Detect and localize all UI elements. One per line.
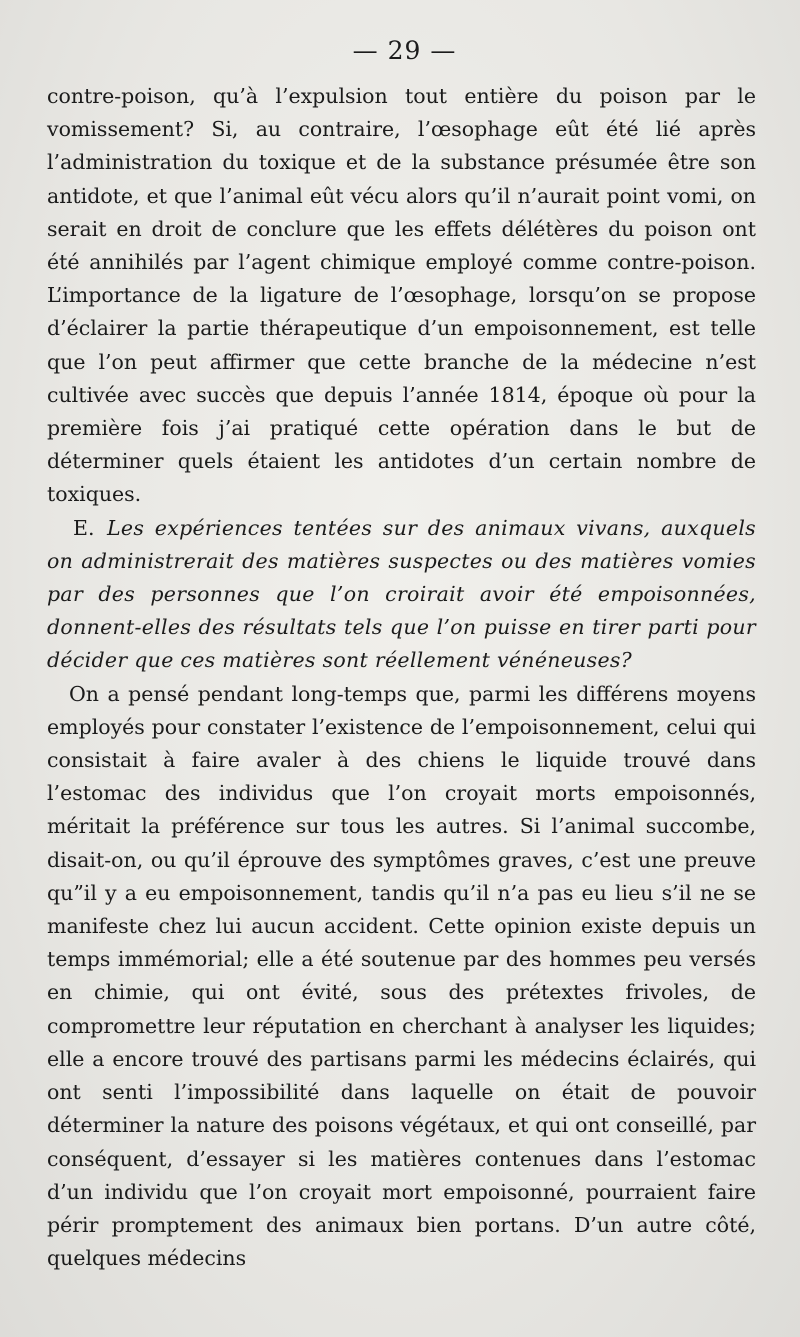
page-body <box>47 80 756 1275</box>
question-marker: E. <box>73 515 95 540</box>
question-text: Les expériences tentées sur des animaux vivans, auxquels on administrerait des matières suspectes ou des matières vomies par des personnes que l’on croirait avoir été empoisonnées, donnent-elles des résultats tels que l’on puisse en tirer parti pour décider que ces matières sont réellement vénéneuses? <box>47 515 756 673</box>
section-question <box>47 512 756 678</box>
page-number: — 29 — <box>352 36 457 65</box>
paragraph-answer-text: On a pensé pendant long-temps que, parmi les différens moyens employés pour constater l’existence de l’empoisonnement, celui qui consistait à faire avaler à des chiens le liquide trouvé dans l’estomac des individus que l’on croyait morts empoisonnés, méritait la préférence sur tous les autres. Si l’animal succombe, disait-on, ou qu’il éprouve des symptômes graves, c’est une preuve qu”il y a eu empoisonnement, tandis qu’il n’a pas eu lieu s’il ne se manifeste chez lui aucun accident. Cette opinion existe depuis un temps immémorial; elle a été soutenue par des hommes peu versés en chimie, qui ont évité, sous des prétextes frivoles, de compromettre leur réputation en cherchant à analyser les liquides; elle a encore trouvé des partisans parmi les médecins éclairés, qui ont senti l’impossibilité dans laquelle on était de pouvoir déterminer la nature des poisons végétaux, et qui ont conseillé, par conséquent, d’essayer si les matières contenues dans l’estomac d’un individu que l’on croyait mort empoisonné, pourraient faire périr promptement des animaux bien portans. D’un autre côté, quelques médecins <box>47 681 756 1271</box>
paragraph-answer <box>47 678 756 1276</box>
paragraph-continuation: contre-poison, qu’à l’expulsion tout entière du poison par le vomissement? Si, au contraire, l’œsophage eût été lié après l’administration du toxique et de la substance présumée être son antidote, et que l’animal eût vécu alors qu’il n’aurait point vomi, on serait en droit de conclure que les effets délétères du poison ont été annihilés par l’agent chimique employé comme contre-poison. L’importance de la ligature de l’œsophage, lorsqu’on se propose d’éclairer la partie thérapeutique d’un empoisonnement, est telle que l’on peut affirmer que cette branche de la médecine n’est cultivée avec succès que depuis l’année 1814, époque où pour la première fois j’ai pratiqué cette opération dans le but de déterminer quels étaient les antidotes d’un certain nombre de toxiques. <box>47 84 756 507</box>
